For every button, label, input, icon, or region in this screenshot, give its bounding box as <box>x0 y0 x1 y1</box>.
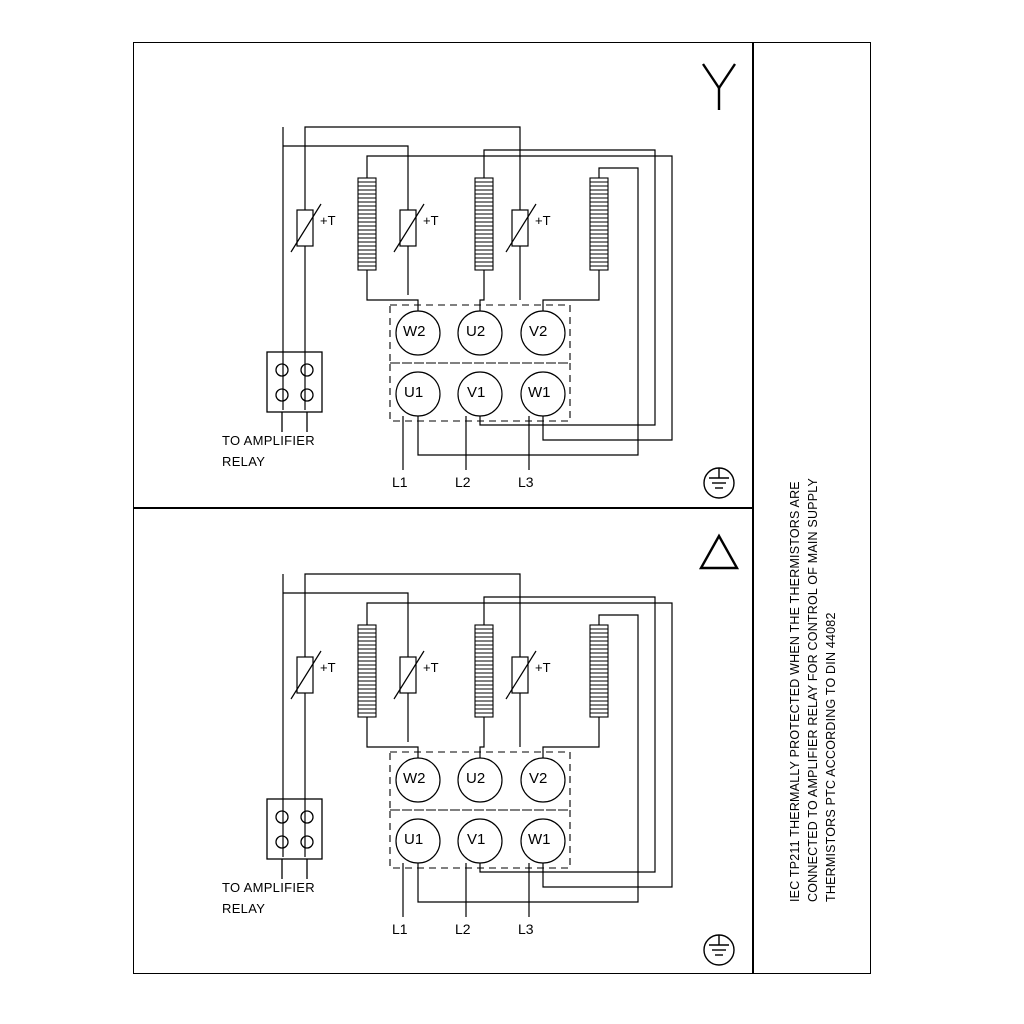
terminal-label-V2: V2 <box>529 323 548 340</box>
supply-label-L1: L1 <box>392 474 408 490</box>
winding-coil-3-delta <box>590 625 608 717</box>
amplifier-relay-text-line1: TO AMPLIFIER <box>222 433 315 448</box>
amplifier-relay-text-line1-delta: TO AMPLIFIER <box>222 880 315 895</box>
side-note-line-2: CONNECTED TO AMPLIFIER RELAY FOR CONTROL OF MAIN SUPPLY <box>806 477 820 902</box>
terminal-label-U2-delta: U2 <box>466 770 486 787</box>
supply-label-L2: L2 <box>455 474 471 490</box>
amplifier-relay-text-line2-delta: RELAY <box>222 901 266 916</box>
terminal-label-U1: U1 <box>404 384 424 401</box>
thermistor-label-2: +T <box>423 213 439 228</box>
coil2-return-delta <box>480 597 655 872</box>
thermistor-label-3-delta: +T <box>535 660 551 675</box>
supply-label-L2-delta: L2 <box>455 921 471 937</box>
terminal-label-W1: W1 <box>528 384 551 401</box>
delta-connection-icon <box>701 536 737 568</box>
thermistor-label-2-delta: +T <box>423 660 439 675</box>
thermistor-3-delta <box>506 643 536 709</box>
terminal-label-W2-delta: W2 <box>403 770 426 787</box>
supply-label-L1-delta: L1 <box>392 921 408 937</box>
amplifier-terminal-box-delta <box>267 799 322 879</box>
terminal-label-U1-delta: U1 <box>404 831 424 848</box>
thermistor-wire-mid-delta <box>283 593 408 643</box>
side-note-line-3: THERMISTORS PTC ACCORDING TO DIN 44082 <box>824 612 838 902</box>
supply-label-L3-delta: L3 <box>518 921 534 937</box>
side-note-line-1: IEC TP211 THERMALLY PROTECTED WHEN THE THERMISTORS ARE <box>788 481 802 902</box>
terminal-label-V1-delta: V1 <box>467 831 486 848</box>
winding-coil-2-delta <box>475 625 493 717</box>
thermistor-2-delta <box>394 643 424 709</box>
supply-label-L3: L3 <box>518 474 534 490</box>
thermistor-label-1-delta: +T <box>320 660 336 675</box>
terminal-label-V1: V1 <box>467 384 486 401</box>
coil2-to-U2-delta <box>480 717 484 758</box>
terminal-label-U2: U2 <box>466 323 486 340</box>
terminal-label-V2-delta: V2 <box>529 770 548 787</box>
thermistor-label-1: +T <box>320 213 336 228</box>
winding-coil-1-delta <box>358 625 376 717</box>
terminal-label-W2: W2 <box>403 323 426 340</box>
amplifier-relay-text-line2: RELAY <box>222 454 266 469</box>
earth-ground-icon-delta <box>704 935 734 965</box>
terminal-label-W1-delta: W1 <box>528 831 551 848</box>
thermistor-1-delta <box>291 643 321 709</box>
thermistor-label-3: +T <box>535 213 551 228</box>
